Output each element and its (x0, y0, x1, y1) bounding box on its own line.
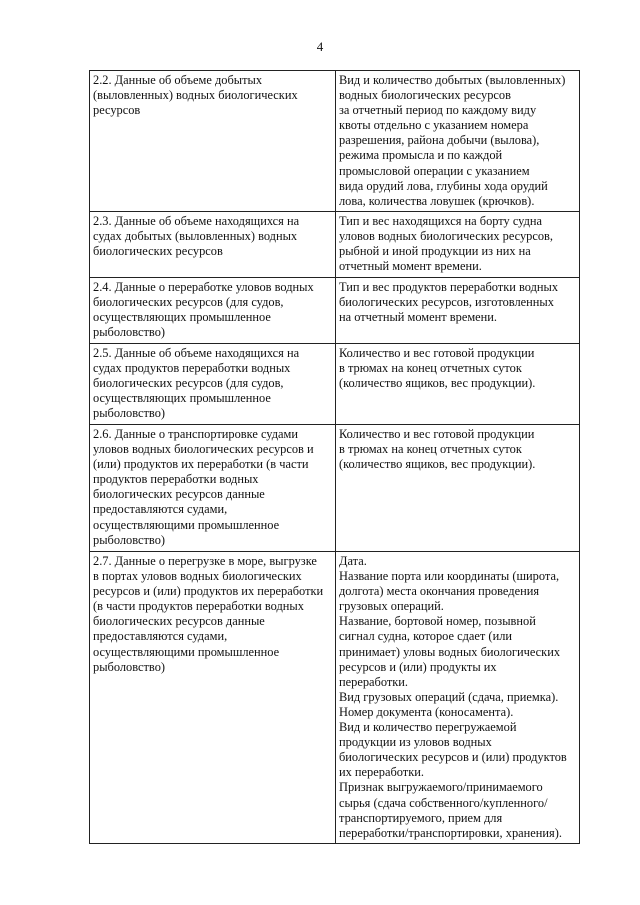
data-content-cell: Дата. Название порта или координаты (широта, долгота) места окончания проведения грузовых операций. Название, бортовой номер, позывной сигнал судна, которое сдает (или принимает) уловы водных биологических ресурсов и (или) продукты их переработки. Вид грузовых операций (сдача, приемка). Номер документа (коносамента). Вид и количество перегружаемой продукции из уловов водных биологических ресурсов и (или) продуктов их переработки. Признак выгружаемого/принимаемого сырья (сдача собственного/купленного/ транспортируемого, прием для переработки/транспортировки, хранения). (336, 552, 580, 844)
data-category-cell: 2.3. Данные об объеме находящихся на судах добытых (выловленных) водных биологических ресурсов (90, 212, 336, 278)
data-category-cell: 2.6. Данные о транспортировке судами уловов водных биологических ресурсов и (или) продуктов их переработки (в части продуктов переработки водных биологических ресурсов данные предоставляются судами, осуществляющими промышленное рыболовство) (90, 425, 336, 552)
data-category-cell: 2.5. Данные об объеме находящихся на судах продуктов переработки водных биологических ресурсов (для судов, осуществляющих промышленное рыболовство) (90, 344, 336, 425)
data-content-cell: Тип и вес продуктов переработки водных биологических ресурсов, изготовленных на отчетный момент времени. (336, 278, 580, 344)
table-row (90, 71, 580, 212)
table-row (90, 425, 580, 552)
table-row (90, 344, 580, 425)
data-content-cell: Количество и вес готовой продукции в трюмах на конец отчетных суток (количество ящиков, вес продукции). (336, 344, 580, 425)
page-number: 4 (316, 39, 324, 54)
data-content-cell: Тип и вес находящихся на борту судна уловов водных биологических ресурсов, рыбной и иной продукции из них на отчетный момент времени. (336, 212, 580, 278)
data-content-cell: Количество и вес готовой продукции в трюмах на конец отчетных суток (количество ящиков, вес продукции). (336, 425, 580, 552)
data-category-cell: 2.2. Данные об объеме добытых (выловленных) водных биологических ресурсов (90, 71, 336, 212)
table-row (90, 212, 580, 278)
table-row (90, 278, 580, 344)
data-content-cell: Вид и количество добытых (выловленных) водных биологических ресурсов за отчетный период по каждому виду квоты отдельно с указанием номера разрешения, района добычи (вылова), режима промысла и по каждой промысловой операции с указанием вида орудий лова, глубины хода орудий лова, количества ловушек (крючков). (336, 71, 580, 212)
data-requirements-table (89, 70, 580, 844)
data-category-cell: 2.7. Данные о перегрузке в море, выгрузке в портах уловов водных биологических ресурсов и (или) продуктов их переработки (в части продуктов переработки водных биологических ресурсов данные предоставляются судами, осуществляющими промышленное рыболовство) (90, 552, 336, 844)
data-category-cell: 2.4. Данные о переработке уловов водных биологических ресурсов (для судов, осуществляющих промышленное рыболовство) (90, 278, 336, 344)
table-row (90, 552, 580, 844)
